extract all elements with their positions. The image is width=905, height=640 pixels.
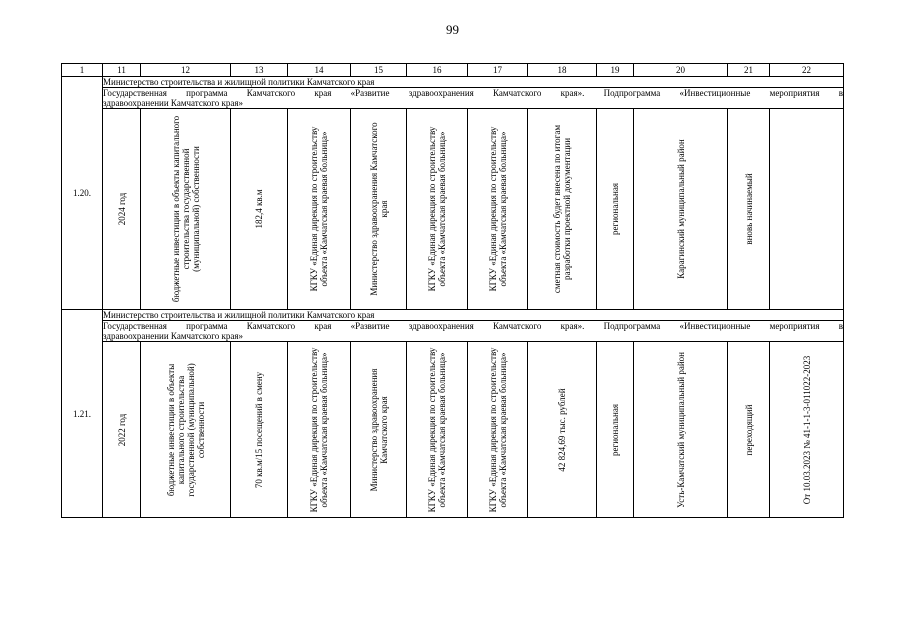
cell-estimate: [528, 109, 597, 310]
cell-estimate-text: сметная стоимость будет внесена по итогам разработки проектной документации: [552, 124, 572, 294]
cell-customer-text: КГКУ «Единая дирекция по строительству объекта «Камчатская краевая больница»: [309, 126, 329, 292]
column-header: 14: [288, 64, 351, 77]
cell-developer: [407, 109, 468, 310]
table-row: [62, 109, 844, 310]
table-row: [62, 310, 844, 321]
cell-recipient: [468, 342, 528, 518]
table-row: [62, 77, 844, 88]
column-header: 13: [231, 64, 288, 77]
cell-capacity-text: 70 кв.м/15 посещений в смену: [254, 371, 264, 488]
program-cell: [103, 321, 844, 342]
cell-status: [728, 342, 770, 518]
column-header: 20: [634, 64, 728, 77]
cell-status-text: переходящий: [743, 404, 754, 455]
program-line-1: Государственная программа Камчатского края «Развитие здравоохранения Камчатского края». Подпрограмма «Инвестиционные мероприятия в: [103, 321, 843, 331]
cell-ministry-text: Министерство здравоохранения Камчатского края: [368, 368, 389, 491]
cell-customer: [288, 109, 351, 310]
cell-period: [103, 109, 141, 310]
column-header: 12: [141, 64, 231, 77]
table-row: [62, 321, 844, 342]
row-number: 1.21.: [62, 310, 103, 518]
program-line-2: здравоохранении Камчатского края»: [103, 98, 243, 108]
ministry-cell: Министерство строительства и жилищной политики Камчатского края: [103, 77, 844, 88]
cell-level: [597, 342, 634, 518]
cell-level-text: региональная: [610, 183, 620, 235]
column-header: 21: [728, 64, 770, 77]
cell-investment-type: [141, 109, 231, 310]
cell-period-text: 2022 год: [116, 413, 127, 446]
cell-level: [597, 109, 634, 310]
cell-investment-type: [141, 342, 231, 518]
cell-capacity: [231, 109, 288, 310]
ministry-cell: Министерство строительства и жилищной политики Камчатского края: [103, 310, 844, 321]
cell-expertise: [770, 342, 844, 518]
cell-ministry: [351, 109, 407, 310]
investment-objects-table: [61, 63, 844, 518]
column-header: 11: [103, 64, 141, 77]
table-row: [62, 88, 844, 109]
cell-developer: [407, 342, 468, 518]
cell-capacity: [231, 342, 288, 518]
cell-district-text: Усть-Камчатский муниципальный район: [675, 351, 686, 508]
cell-period: [103, 342, 141, 518]
cell-developer-text: КГКУ «Единая дирекция по строительству объекта «Камчатская краевая больница»: [427, 347, 447, 512]
column-header: 1: [62, 64, 103, 77]
table-row: [62, 342, 844, 518]
column-header: 22: [770, 64, 844, 77]
page-number: 99: [446, 22, 459, 37]
column-header: 15: [351, 64, 407, 77]
column-header: 18: [528, 64, 597, 77]
column-header: 17: [468, 64, 528, 77]
cell-level-text: региональная: [610, 403, 620, 456]
cell-investment-type-text: бюджетные инвестиции в объекты капитального строительства государственной (муниципальной) собственности: [170, 115, 201, 303]
program-line-2: здравоохранении Камчатского края»: [103, 331, 243, 341]
cell-ministry-text: Министерство здравоохранения Камчатского края: [368, 122, 389, 296]
cell-investment-type-text: бюджетные инвестиции в объекты капитального строительства государственной (муниципальной) собственности: [165, 362, 206, 497]
cell-recipient: [468, 109, 528, 310]
cell-estimate: [528, 342, 597, 518]
cell-ministry: [351, 342, 407, 518]
cell-district: [634, 342, 728, 518]
cell-status: [728, 109, 770, 310]
program-cell: [103, 88, 844, 109]
cell-district: [634, 109, 728, 310]
cell-recipient-text: КГКУ «Единая дирекция по строительству объекта «Камчатская краевая больница»: [487, 347, 508, 512]
cell-recipient-text: КГКУ «Единая дирекция по строительству объекта «Камчатская краевая больница»: [487, 126, 508, 292]
cell-district-text: Карагинский муниципальный район: [675, 139, 686, 279]
cell-developer-text: КГКУ «Единая дирекция по строительству объекта «Камчатская краевая больница»: [427, 126, 447, 292]
cell-expertise: [770, 109, 844, 310]
cell-capacity-text: 182,4 кв.м: [254, 189, 264, 229]
program-line-1: Государственная программа Камчатского края «Развитие здравоохранения Камчатского края». Подпрограмма «Инвестиционные мероприятия в: [103, 88, 843, 98]
cell-period-text: 2024 год: [116, 192, 127, 226]
column-number-row: [62, 64, 844, 77]
cell-status-text: вновь начинаемый: [743, 173, 754, 245]
cell-estimate-text: 42 824,69 тыс. рублей: [557, 387, 567, 472]
column-header: 16: [407, 64, 468, 77]
cell-customer-text: КГКУ «Единая дирекция по строительству объекта «Камчатская краевая больница»: [309, 347, 329, 512]
cell-customer: [288, 342, 351, 518]
cell-expertise-text: От 10.03.2023 № 41-1-1-3-011022-2023: [801, 355, 812, 504]
row-number: 1.20.: [62, 77, 103, 310]
column-header: 19: [597, 64, 634, 77]
